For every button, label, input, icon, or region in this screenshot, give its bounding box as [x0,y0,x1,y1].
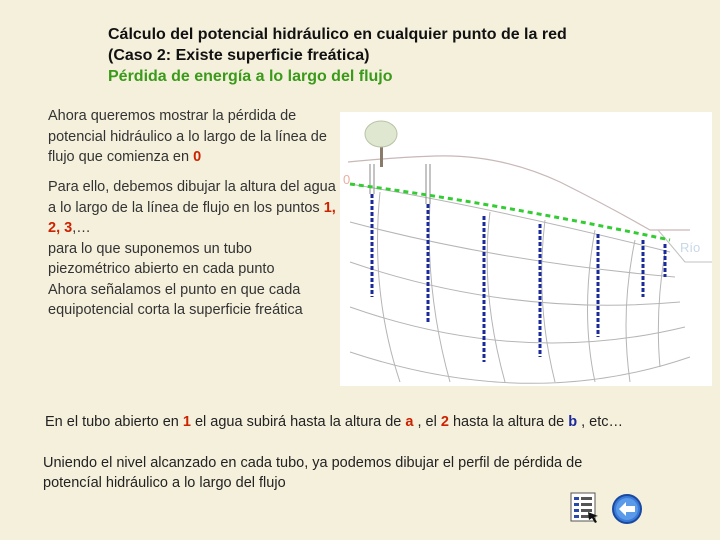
tube-sentence [45,414,623,430]
river-label: Río [680,240,701,255]
intro-paragraph [48,106,338,168]
equipotential-line [542,220,555,382]
explanation-points: 1, 2, 3 [48,199,336,236]
flow-line [350,184,670,252]
title-line-3: Pérdida de energía a lo largo del flujo [108,68,393,85]
flow-line [350,352,690,383]
equipotential-line [588,230,596,382]
tube-text-c: , el [413,414,441,430]
flow-line [350,307,685,343]
explanation-paragraph [48,177,338,321]
slide-title [108,24,567,87]
index-list-graphic [570,492,600,524]
equipotential-lines [378,192,666,382]
flow-net-figure [340,112,712,386]
explanation-a: Para ello, debemos dibujar la altura del agua a lo largo de la línea de flujo en los puntos [48,179,336,216]
tube-text-a: En el tubo abierto en [45,414,183,430]
height-label-a: a [405,414,414,430]
tube-text-e: , etc… [577,414,624,430]
intro-highlight: 0 [193,149,202,165]
explanation-d: Ahora señalamos el punto en que cada equipotencial corta la superficie freática [48,281,303,318]
flow-lines [350,184,690,383]
title-line-1: Cálculo del potencial hidráulico en cualquier punto de la red [108,26,567,43]
conclusion-paragraph: Uniendo el nivel alcanzado en cada tubo, ya podemos dibujar el perfil de pérdida de potencíal hidráulico a lo largo del flujo [43,455,583,491]
equipotential-line [378,192,401,382]
explanation-b: ,… [72,220,91,236]
height-label-b: b [568,414,578,430]
back-arrow-graphic [611,493,643,525]
equipotential-line [429,202,450,382]
tube-text-b: el agua subirá hasta la altura de [190,414,406,430]
piezometer-tubes [372,194,665,362]
tube-text-d: hasta la altura de [448,414,569,430]
explanation-c: para lo que suponemos un tubo piezométrico abierto en cada punto [48,240,275,277]
equipotential-line [626,240,635,382]
title-line-2: (Caso 2: Existe superficie freática) [108,47,370,64]
flow-net-diagram [340,112,712,386]
index-list-icon[interactable] [570,492,600,529]
back-arrow-icon[interactable] [611,493,643,530]
intro-text: Ahora queremos mostrar la pérdida de potencial hidráulico a lo largo de la línea de flujo que comienza en [48,108,327,165]
tube-number-2: 2 [440,414,449,430]
origin-label: 0 [343,172,351,187]
tube-number-1: 1 [182,414,191,430]
